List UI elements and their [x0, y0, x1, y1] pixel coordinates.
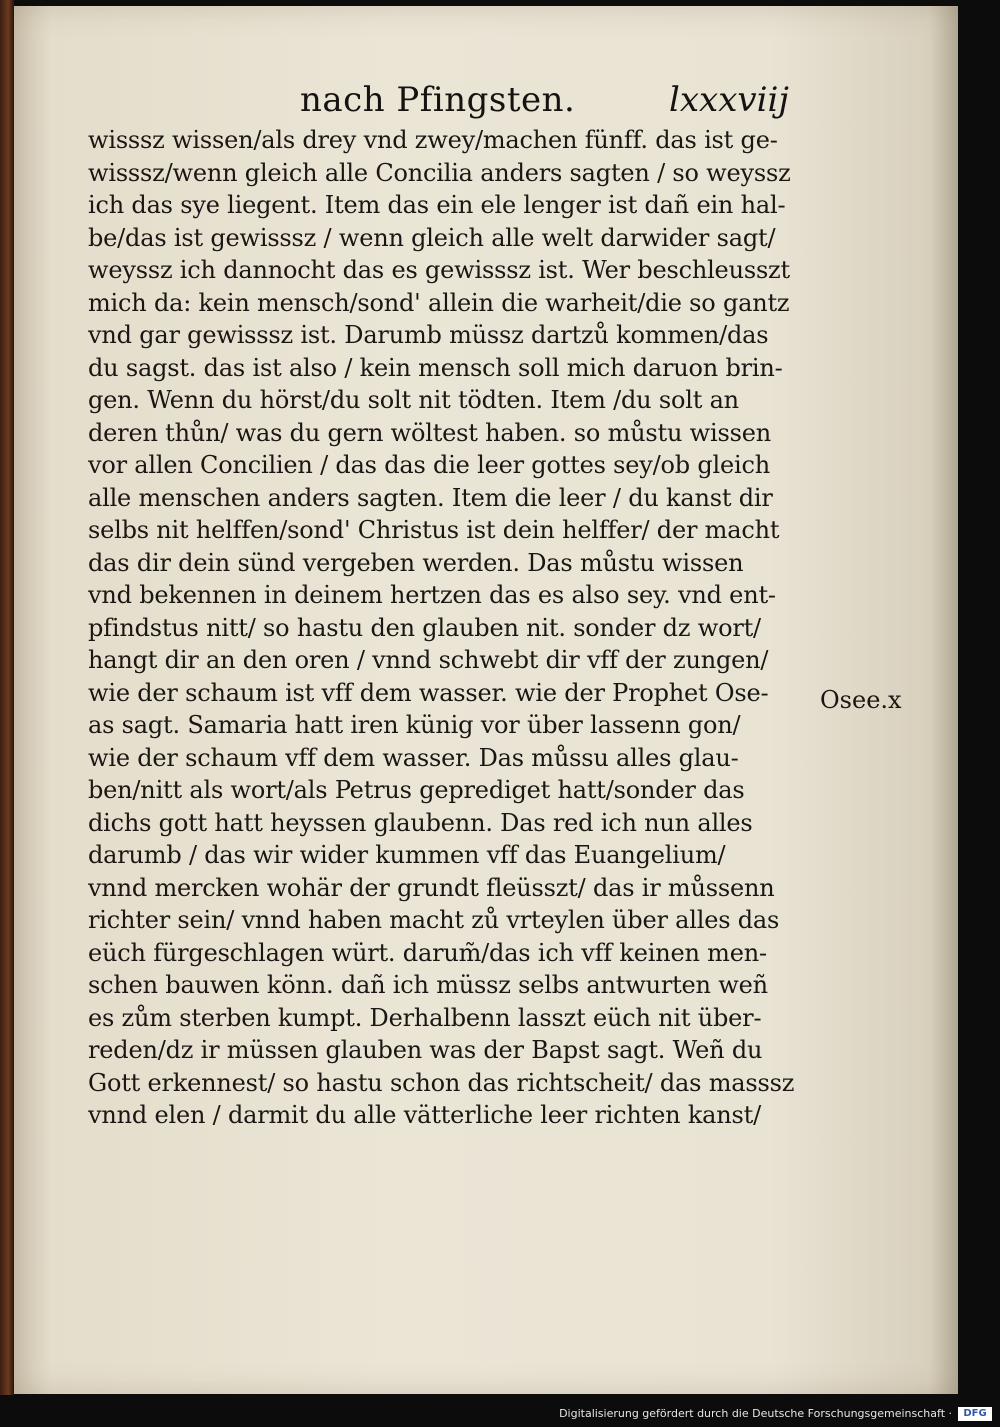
text-line: vnnd mercken wohär der grundt fleüsszt/ das ir můssenn	[88, 873, 775, 902]
text-line: vnd bekennen in deinem hertzen das es also sey. vnd ent-	[88, 581, 776, 609]
footer-bar	[0, 1395, 1000, 1427]
text-line: vor allen Concilien / das das die leer gottes sey/ob gleich	[88, 451, 770, 479]
text-line: reden/dz ir müssen glauben was der Bapst sagt. Weñ du	[88, 1036, 763, 1064]
page-header	[14, 78, 958, 126]
text-line: dichs gott hatt heyssen glaubenn. Das red ich nun alles	[88, 808, 753, 837]
text-line: du sagst. das ist also / kein mensch soll mich daruon brin-	[88, 353, 783, 382]
text-line: ben/nitt als wort/als Petrus geprediget hatt/sonder das	[88, 776, 745, 804]
text-line: vnd gar gewisssz ist. Darumb müssz dartzů kommen/das	[88, 321, 769, 349]
running-head: nach Pfingsten.	[300, 80, 576, 120]
text-line: Gott erkennest/ so hastu schon das richtscheit/ das masssz	[88, 1068, 795, 1097]
dfg-logo: DFG	[958, 1407, 992, 1421]
text-line: alle menschen anders sagten. Item die leer / du kanst dir	[88, 483, 773, 512]
text-line: pfindstus nitt/ so hastu den glauben nit. sonder dz wort/	[88, 613, 761, 642]
text-line: es zům sterben kumpt. Derhalbenn lasszt eüch nit über-	[88, 1003, 762, 1032]
text-line: weyssz ich dannocht das es gewisssz ist. Wer beschleusszt	[88, 256, 790, 284]
text-line: selbs nit helffen/sond' Christus ist dein helffer/ der macht	[88, 516, 780, 544]
body-text	[88, 124, 808, 1132]
funding-credit: Digitalisierung gefördert durch die Deutsche Forschungsgemeinschaft ·	[559, 1407, 952, 1420]
text-line: gen. Wenn du hörst/du solt nit tödten. Item /du solt an	[88, 386, 739, 414]
book-page	[14, 6, 958, 1394]
text-line: vnnd elen / darmit du alle vätterliche leer richten kanst/	[88, 1101, 761, 1129]
text-line: wisssz wissen/als drey vnd zwey/machen fünff. das ist ge-	[88, 126, 778, 154]
text-line: mich da: kein mensch/sond' allein die warheit/die so gantz	[88, 288, 790, 317]
text-line: hangt dir an den oren / vnnd schwebt dir vff der zungen/	[88, 646, 769, 674]
text-line: wie der schaum ist vff dem wasser. wie der Prophet Ose-	[88, 678, 769, 707]
folio-number: lxxxviij	[669, 80, 789, 120]
text-line: eüch fürgeschlagen würt. darum̃/das ich vff keinen men-	[88, 938, 767, 967]
text-line: das dir dein sünd vergeben werden. Das můstu wissen	[88, 548, 744, 577]
text-line: wisssz/wenn gleich alle Concilia anders sagten / so weyssz	[88, 158, 791, 187]
text-line: richter sein/ vnnd haben macht zů vrteylen über alles das	[88, 906, 780, 934]
text-line: wie der schaum vff dem wasser. Das můssu alles glau-	[88, 743, 739, 772]
text-line: schen bauwen könn. dañ ich müssz selbs antwurten weñ	[88, 971, 768, 999]
text-line: be/das ist gewisssz / wenn gleich alle welt darwider sagt/	[88, 223, 776, 252]
text-line: ich das sye liegent. Item das ein ele lenger ist dañ ein hal-	[88, 191, 786, 219]
text-line: deren thůn/ was du gern wöltest haben. so můstu wissen	[88, 418, 771, 447]
marginal-note: Osee.x	[820, 686, 902, 714]
text-line: darumb / das wir wider kummen vff das Euangelium/	[88, 841, 726, 869]
text-line: as sagt. Samaria hatt iren künig vor über lassenn gon/	[88, 711, 741, 739]
book-cover-edge	[0, 0, 14, 1395]
